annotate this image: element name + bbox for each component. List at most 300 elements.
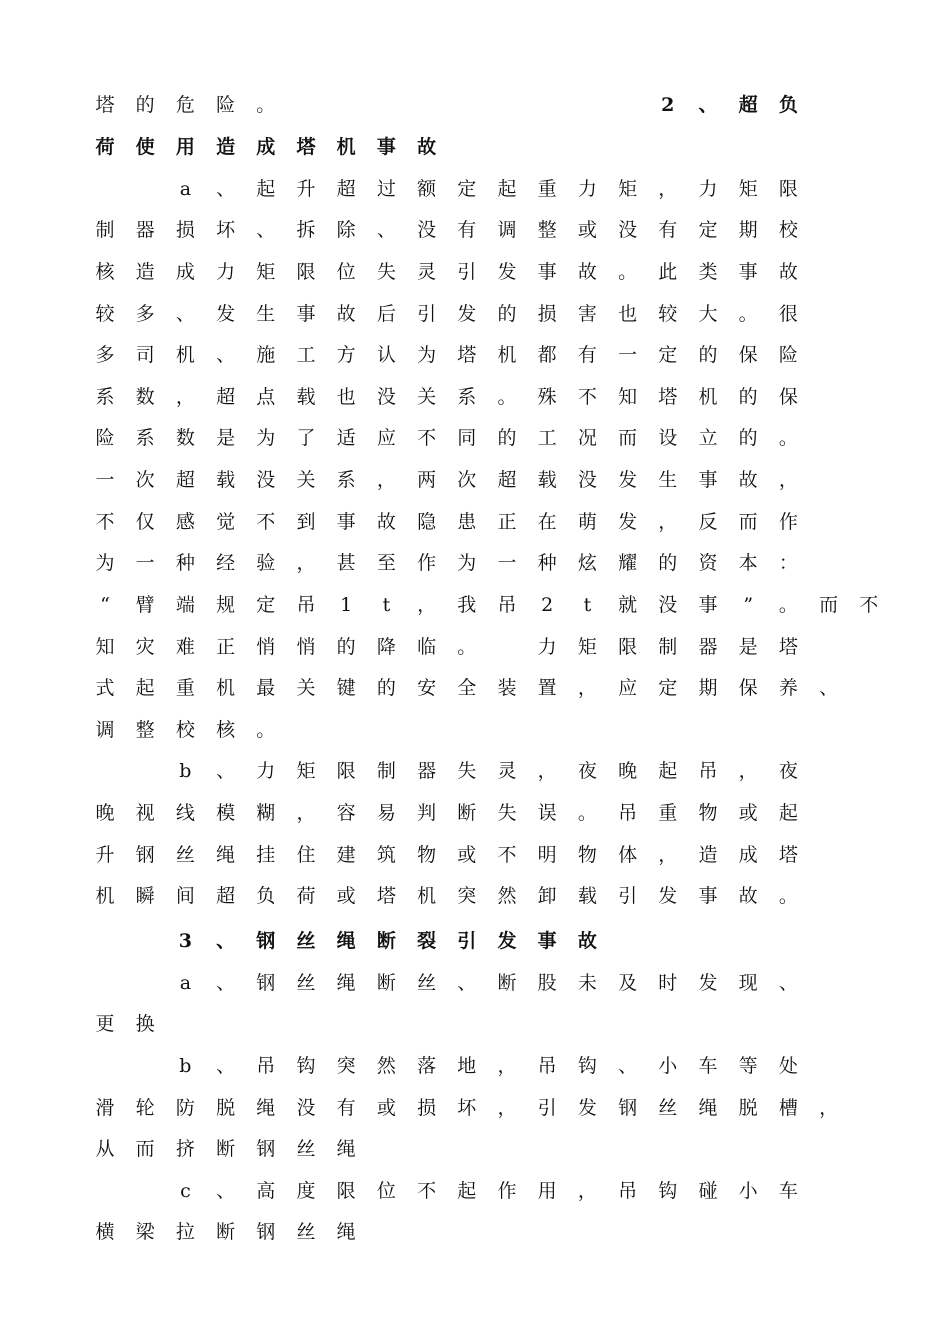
text-glyph: 不 xyxy=(859,594,879,616)
text-glyph: 起 xyxy=(135,677,155,699)
text-glyph: 不 xyxy=(95,511,115,533)
text-glyph: 关 xyxy=(417,386,437,408)
text-glyph: 滑 xyxy=(95,1097,115,1119)
text-glyph: 、 xyxy=(216,972,236,994)
text-glyph: 事 xyxy=(738,261,758,283)
text-glyph: 制 xyxy=(658,636,678,658)
text-glyph: 及 xyxy=(618,972,638,994)
text-glyph: 没 xyxy=(618,219,638,241)
text-glyph: 吊 xyxy=(296,594,316,616)
text-glyph: 、 xyxy=(457,972,477,994)
text-glyph: 引 xyxy=(537,1097,557,1119)
text-glyph: 核 xyxy=(216,719,236,741)
text-glyph: 的 xyxy=(497,303,517,325)
text-glyph: 生 xyxy=(658,469,678,491)
text-glyph: 模 xyxy=(216,802,236,824)
text-glyph: 力 xyxy=(698,178,718,200)
text-glyph: 险 xyxy=(95,427,115,449)
text-glyph: 丝 xyxy=(658,1097,678,1119)
text-glyph: 限 xyxy=(778,178,798,200)
text-glyph: 生 xyxy=(256,303,276,325)
text-glyph: ， xyxy=(376,469,396,491)
text-glyph: 较 xyxy=(658,303,678,325)
text-glyph: 载 xyxy=(296,386,316,408)
text-glyph: 车 xyxy=(778,1180,798,1202)
text-glyph: b xyxy=(179,760,192,782)
text-glyph: “ xyxy=(100,594,110,616)
text-glyph: 是 xyxy=(738,636,758,658)
text-glyph: 起 xyxy=(256,178,276,200)
text-glyph: 难 xyxy=(175,636,195,658)
text-glyph: 事 xyxy=(336,511,356,533)
text-line xyxy=(0,465,950,495)
text-glyph: 位 xyxy=(376,1180,396,1202)
text-glyph: 、 xyxy=(256,219,276,241)
text-glyph: 梁 xyxy=(135,1221,155,1243)
text-line xyxy=(0,382,950,412)
text-glyph: 都 xyxy=(537,344,557,366)
text-glyph: 机 xyxy=(216,677,236,699)
text-glyph: 误 xyxy=(537,802,557,824)
text-glyph: 悄 xyxy=(256,636,276,658)
text-glyph: 的 xyxy=(497,427,517,449)
text-glyph: 故 xyxy=(577,261,597,283)
text-glyph: 裂 xyxy=(417,930,437,952)
text-glyph: 一 xyxy=(497,552,517,574)
text-glyph: 超 xyxy=(738,94,758,116)
text-glyph: 没 xyxy=(658,594,678,616)
text-glyph: 多 xyxy=(95,344,115,366)
text-glyph: 一 xyxy=(618,344,638,366)
text-glyph: 钢 xyxy=(256,1221,276,1243)
text-glyph: 调 xyxy=(497,219,517,241)
text-glyph: 定 xyxy=(698,219,718,241)
text-glyph: 不 xyxy=(497,844,517,866)
text-glyph: 资 xyxy=(698,552,718,574)
text-glyph: 引 xyxy=(618,885,638,907)
text-glyph: 故 xyxy=(778,261,798,283)
text-glyph: 本 xyxy=(738,552,758,574)
text-glyph: 时 xyxy=(658,972,678,994)
text-glyph: 为 xyxy=(457,552,477,574)
text-glyph: 是 xyxy=(216,427,236,449)
text-glyph: 的 xyxy=(658,552,678,574)
text-glyph: 脱 xyxy=(738,1097,758,1119)
text-glyph: 起 xyxy=(778,802,798,824)
text-glyph: 而 xyxy=(135,1138,155,1160)
text-glyph: 系 xyxy=(135,427,155,449)
text-glyph: a xyxy=(179,178,192,200)
text-glyph: 养 xyxy=(778,677,798,699)
text-glyph: 定 xyxy=(658,677,678,699)
text-glyph: 临 xyxy=(417,636,437,658)
text-glyph: 制 xyxy=(376,760,396,782)
text-glyph: 升 xyxy=(296,178,316,200)
text-glyph: 、 xyxy=(819,677,839,699)
text-glyph: 横 xyxy=(95,1221,115,1243)
text-glyph: 机 xyxy=(417,885,437,907)
text-glyph: 置 xyxy=(537,677,557,699)
text-glyph: ， xyxy=(296,552,316,574)
text-glyph: 绳 xyxy=(698,1097,718,1119)
text-glyph: 安 xyxy=(417,677,437,699)
text-glyph: ， xyxy=(175,386,195,408)
text-glyph: 额 xyxy=(417,178,437,200)
text-glyph: 矩 xyxy=(618,178,638,200)
text-glyph: a xyxy=(179,972,192,994)
text-glyph: 工 xyxy=(296,344,316,366)
text-glyph: 起 xyxy=(497,178,517,200)
text-glyph: 矩 xyxy=(256,261,276,283)
text-glyph: 脱 xyxy=(216,1097,236,1119)
text-glyph: 知 xyxy=(618,386,638,408)
text-glyph: 键 xyxy=(336,677,356,699)
text-glyph: 危 xyxy=(175,94,195,116)
text-line xyxy=(0,548,950,578)
text-glyph: 害 xyxy=(577,303,597,325)
text-glyph: 丝 xyxy=(296,1138,316,1160)
text-glyph: ， xyxy=(296,802,316,824)
text-glyph: 塔 xyxy=(95,94,115,116)
text-glyph: 发 xyxy=(216,303,236,325)
text-glyph: 没 xyxy=(256,469,276,491)
text-glyph: ” xyxy=(743,594,754,616)
text-glyph: 灵 xyxy=(417,261,437,283)
text-glyph: 限 xyxy=(618,636,638,658)
text-glyph: 车 xyxy=(698,1055,718,1077)
text-line xyxy=(0,423,950,453)
text-glyph: 降 xyxy=(376,636,396,658)
text-glyph: 况 xyxy=(577,427,597,449)
text-line xyxy=(0,299,950,329)
text-glyph: 的 xyxy=(336,636,356,658)
text-glyph: 发 xyxy=(618,469,638,491)
text-glyph: 成 xyxy=(175,261,195,283)
text-glyph: 地 xyxy=(457,1055,477,1077)
text-glyph: 未 xyxy=(577,972,597,994)
text-glyph: 经 xyxy=(216,552,236,574)
text-glyph: 吊 xyxy=(698,760,718,782)
text-glyph: 间 xyxy=(175,885,195,907)
text-glyph: 正 xyxy=(216,636,236,658)
text-glyph: 没 xyxy=(577,469,597,491)
text-glyph: 钢 xyxy=(618,1097,638,1119)
text-glyph: 次 xyxy=(457,469,477,491)
text-glyph: 绳 xyxy=(336,972,356,994)
text-glyph: 吊 xyxy=(497,594,517,616)
text-glyph: 为 xyxy=(417,344,437,366)
text-glyph: 我 xyxy=(457,594,477,616)
text-line xyxy=(0,590,950,620)
text-glyph: 反 xyxy=(698,511,718,533)
text-glyph: 保 xyxy=(738,344,758,366)
text-glyph: 患 xyxy=(457,511,477,533)
text-glyph: 拉 xyxy=(175,1221,195,1243)
text-glyph xyxy=(487,632,527,662)
text-glyph: 悄 xyxy=(296,636,316,658)
text-glyph: 绳 xyxy=(336,930,356,952)
text-glyph: 吊 xyxy=(537,1055,557,1077)
text-glyph: 筑 xyxy=(376,844,396,866)
text-glyph: 负 xyxy=(778,94,798,116)
text-glyph: 判 xyxy=(417,802,437,824)
text-line xyxy=(0,881,950,911)
text-glyph: 限 xyxy=(336,760,356,782)
text-glyph: 为 xyxy=(95,552,115,574)
text-glyph: 断 xyxy=(216,1138,236,1160)
text-glyph: 物 xyxy=(698,802,718,824)
text-glyph: 有 xyxy=(577,344,597,366)
text-glyph: 关 xyxy=(296,469,316,491)
text-glyph: 成 xyxy=(738,844,758,866)
text-glyph: 落 xyxy=(417,1055,437,1077)
text-glyph: 失 xyxy=(376,261,396,283)
text-glyph: 有 xyxy=(457,219,477,241)
text-glyph: ， xyxy=(497,1097,517,1119)
text-glyph: 断 xyxy=(497,972,517,994)
text-line xyxy=(0,968,950,998)
text-glyph: 钢 xyxy=(135,844,155,866)
text-glyph: 载 xyxy=(577,885,597,907)
text-glyph: 挂 xyxy=(256,844,276,866)
text-glyph: 绳 xyxy=(256,1097,276,1119)
text-glyph: 不 xyxy=(417,1180,437,1202)
text-glyph: 塔 xyxy=(658,386,678,408)
text-line xyxy=(0,507,950,537)
text-glyph: 系 xyxy=(457,386,477,408)
text-glyph: 或 xyxy=(738,802,758,824)
text-glyph: 制 xyxy=(95,219,115,241)
text-glyph: 起 xyxy=(658,760,678,782)
text-glyph: 、 xyxy=(216,930,236,952)
text-glyph: 两 xyxy=(417,469,437,491)
text-glyph: 方 xyxy=(336,344,356,366)
text-glyph: 、 xyxy=(216,1055,236,1077)
text-glyph: 臂 xyxy=(135,594,155,616)
text-glyph: 机 xyxy=(175,344,195,366)
text-glyph: 不 xyxy=(256,511,276,533)
text-glyph: 丝 xyxy=(296,1221,316,1243)
text-glyph: ： xyxy=(778,552,798,574)
text-glyph: 限 xyxy=(296,261,316,283)
text-glyph: 塔 xyxy=(376,885,396,907)
text-glyph: 用 xyxy=(537,1180,557,1202)
text-glyph: 机 xyxy=(336,136,356,158)
text-glyph: 发 xyxy=(457,303,477,325)
text-glyph: 立 xyxy=(698,427,718,449)
text-line xyxy=(0,1009,950,1039)
text-glyph: 或 xyxy=(577,219,597,241)
text-glyph: 没 xyxy=(417,219,437,241)
text-glyph: 造 xyxy=(698,844,718,866)
text-glyph: 。 xyxy=(256,94,276,116)
text-glyph: 、 xyxy=(376,219,396,241)
text-glyph: 适 xyxy=(336,427,356,449)
text-glyph: 事 xyxy=(537,261,557,283)
text-glyph: 、 xyxy=(618,1055,638,1077)
text-glyph: 系 xyxy=(336,469,356,491)
text-glyph: 吊 xyxy=(618,1180,638,1202)
text-glyph: 不 xyxy=(577,386,597,408)
text-glyph: 成 xyxy=(256,136,276,158)
text-glyph: 殊 xyxy=(537,386,557,408)
text-glyph: 期 xyxy=(738,219,758,241)
text-glyph: ， xyxy=(778,469,798,491)
text-glyph: ， xyxy=(658,178,678,200)
text-glyph: 很 xyxy=(778,303,798,325)
text-glyph: 丝 xyxy=(296,972,316,994)
text-glyph: 晚 xyxy=(618,760,638,782)
text-glyph: 次 xyxy=(135,469,155,491)
text-glyph: 夜 xyxy=(778,760,798,782)
text-glyph: 类 xyxy=(698,261,718,283)
text-glyph: 等 xyxy=(738,1055,758,1077)
text-line xyxy=(0,174,950,204)
text-glyph: 。 xyxy=(618,261,638,283)
text-glyph: 。 xyxy=(256,719,276,741)
text-glyph: 调 xyxy=(95,719,115,741)
text-glyph: 股 xyxy=(537,972,557,994)
text-glyph: 绳 xyxy=(216,844,236,866)
text-glyph: 损 xyxy=(417,1097,437,1119)
text-glyph: 载 xyxy=(537,469,557,491)
text-glyph: 超 xyxy=(216,386,236,408)
text-glyph: 事 xyxy=(376,136,396,158)
text-glyph: 拆 xyxy=(296,219,316,241)
text-glyph: 住 xyxy=(296,844,316,866)
text-glyph: 1 xyxy=(340,594,353,616)
text-line xyxy=(0,1134,950,1164)
text-glyph: 故 xyxy=(738,885,758,907)
text-glyph: 或 xyxy=(457,844,477,866)
text-glyph: 发 xyxy=(577,1097,597,1119)
text-glyph: 槽 xyxy=(778,1097,798,1119)
text-line xyxy=(0,90,950,120)
text-glyph: 然 xyxy=(376,1055,396,1077)
text-glyph: 发 xyxy=(497,261,517,283)
text-glyph: 也 xyxy=(618,303,638,325)
text-glyph: 重 xyxy=(175,677,195,699)
text-glyph: 或 xyxy=(336,885,356,907)
text-glyph: 、 xyxy=(216,760,236,782)
text-glyph: 机 xyxy=(497,344,517,366)
text-glyph: ， xyxy=(537,760,557,782)
text-line xyxy=(0,1093,950,1123)
text-line xyxy=(0,632,950,662)
text-glyph: 轮 xyxy=(135,1097,155,1119)
text-glyph: 晚 xyxy=(95,802,115,824)
text-glyph: 更 xyxy=(95,1013,115,1035)
text-glyph: 绳 xyxy=(336,1138,356,1160)
text-glyph: 定 xyxy=(457,178,477,200)
text-glyph: 。 xyxy=(738,303,758,325)
text-glyph: 容 xyxy=(336,802,356,824)
text-glyph: t xyxy=(583,594,592,616)
text-glyph: 载 xyxy=(216,469,236,491)
text-glyph: 故 xyxy=(577,930,597,952)
text-glyph: ， xyxy=(497,1055,517,1077)
text-glyph: 换 xyxy=(135,1013,155,1035)
text-glyph: 超 xyxy=(216,885,236,907)
text-glyph: 小 xyxy=(658,1055,678,1077)
text-glyph: 定 xyxy=(658,344,678,366)
text-glyph: 钩 xyxy=(577,1055,597,1077)
text-glyph: 机 xyxy=(698,386,718,408)
text-glyph: 、 xyxy=(698,94,718,116)
text-glyph: 在 xyxy=(537,511,557,533)
text-glyph: 整 xyxy=(537,219,557,241)
text-glyph: 应 xyxy=(376,427,396,449)
text-glyph: 数 xyxy=(175,427,195,449)
text-glyph: 限 xyxy=(336,1180,356,1202)
text-glyph: 装 xyxy=(497,677,517,699)
text-glyph: 钢 xyxy=(256,930,276,952)
text-glyph: 失 xyxy=(457,760,477,782)
text-line xyxy=(0,756,950,786)
text-glyph: 处 xyxy=(778,1055,798,1077)
text-glyph: 规 xyxy=(216,594,236,616)
text-glyph: 力 xyxy=(256,760,276,782)
text-glyph: ， xyxy=(417,594,437,616)
text-glyph: 种 xyxy=(175,552,195,574)
text-glyph: 钩 xyxy=(658,1180,678,1202)
text-glyph: 断 xyxy=(457,802,477,824)
text-glyph: 引 xyxy=(417,303,437,325)
text-glyph: 数 xyxy=(135,386,155,408)
text-glyph: 不 xyxy=(417,427,437,449)
text-glyph: 事 xyxy=(537,930,557,952)
text-glyph: 视 xyxy=(135,802,155,824)
text-glyph: 荷 xyxy=(95,136,115,158)
text-glyph: 2 xyxy=(661,94,675,116)
text-glyph: 多 xyxy=(135,303,155,325)
text-glyph: 种 xyxy=(537,552,557,574)
text-glyph: 故 xyxy=(376,511,396,533)
text-glyph: 而 xyxy=(618,427,638,449)
text-glyph: 荷 xyxy=(296,885,316,907)
text-glyph: 整 xyxy=(135,719,155,741)
text-glyph: 糊 xyxy=(256,802,276,824)
text-glyph: 耀 xyxy=(618,552,638,574)
text-glyph: 钩 xyxy=(296,1055,316,1077)
text-glyph: 萌 xyxy=(577,511,597,533)
text-glyph: 矩 xyxy=(577,636,597,658)
text-glyph: 一 xyxy=(95,469,115,491)
text-line xyxy=(0,1217,950,1247)
text-glyph: 事 xyxy=(698,594,718,616)
text-glyph: 核 xyxy=(95,261,115,283)
text-glyph: 大 xyxy=(698,303,718,325)
text-glyph: 同 xyxy=(457,427,477,449)
text-glyph: 丝 xyxy=(296,930,316,952)
text-glyph: 施 xyxy=(256,344,276,366)
text-glyph: 塔 xyxy=(778,844,798,866)
text-line xyxy=(0,215,950,245)
text-glyph: 线 xyxy=(175,802,195,824)
text-glyph: 器 xyxy=(698,636,718,658)
text-glyph: 。 xyxy=(457,636,477,658)
text-glyph: 丝 xyxy=(175,844,195,866)
text-glyph: c xyxy=(180,1180,191,1202)
text-glyph: 3 xyxy=(178,930,192,952)
text-glyph: 司 xyxy=(135,344,155,366)
text-glyph: 作 xyxy=(497,1180,517,1202)
text-glyph: 发 xyxy=(497,930,517,952)
text-glyph: 发 xyxy=(698,972,718,994)
text-glyph: 就 xyxy=(618,594,638,616)
text-glyph: 失 xyxy=(497,802,517,824)
text-glyph: 作 xyxy=(778,511,798,533)
